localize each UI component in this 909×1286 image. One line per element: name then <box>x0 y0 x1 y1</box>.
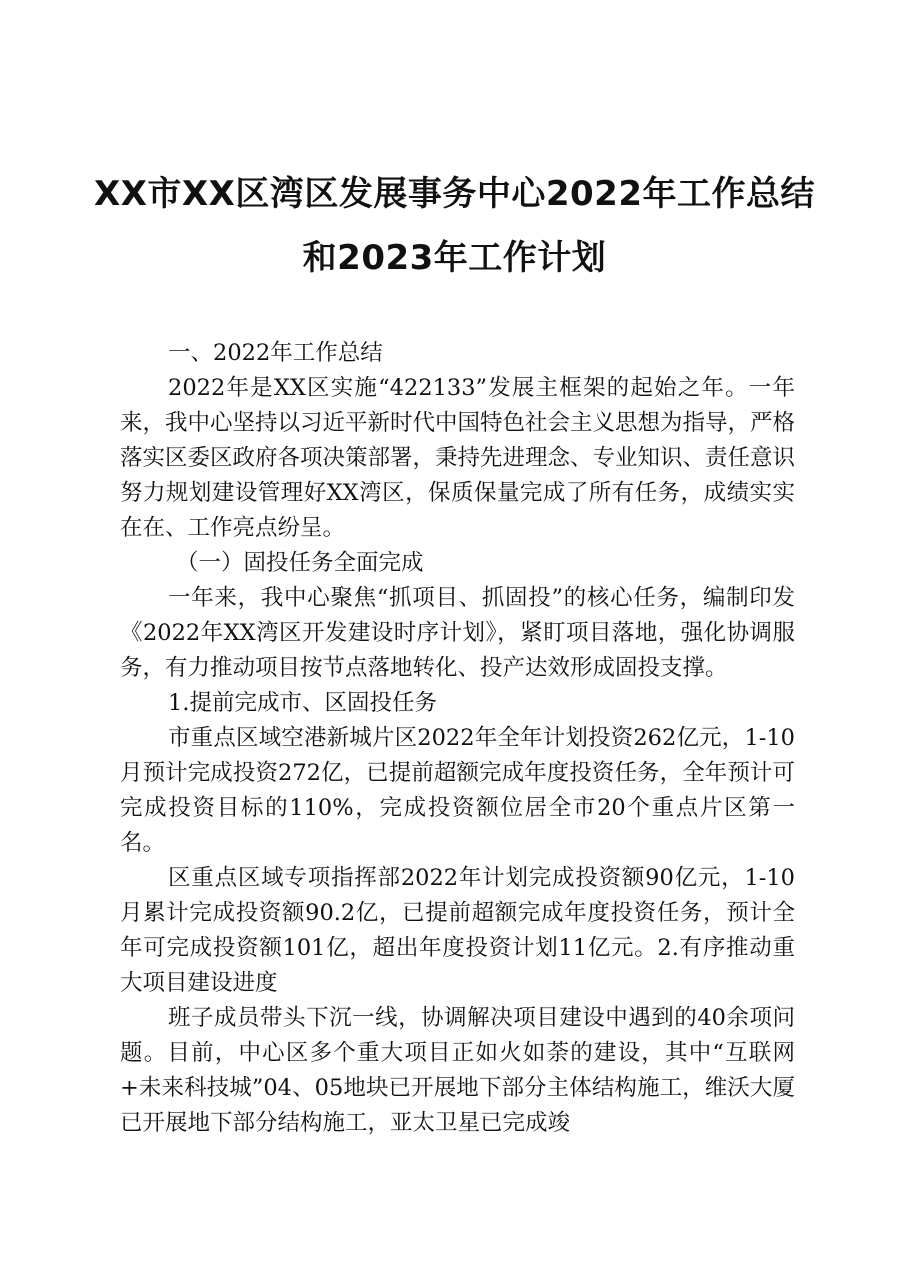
section-heading: 一、2022年工作总结 <box>168 340 383 366</box>
document-body <box>120 336 795 1141</box>
paragraph: 市重点区域空港新城片区2022年全年计划投资262亿元，1-10月预计完成投资272亿，已提前超额完成年度投资任务，全年预计可完成投资目标的110%，完成投资额位居全市20个重点片区第一名。 <box>120 725 795 856</box>
paragraph: 2022年是XX区实施“422133”发展主框架的起始之年。一年来，我中心坚持以习近平新时代中国特色社会主义思想为指导，严格落实区委区政府各项决策部署，秉持先进理念、专业知识、责任意识努力规划建设管理好XX湾区，保质保量完成了所有任务，成绩实实在在、工作亮点纷呈。 <box>120 375 796 541</box>
paragraph: 班子成员带头下沉一线，协调解决项目建设中遇到的40余项问题。目前，中心区多个重大项目正如火如荼的建设，其中“互联网+未来科技城”04、05地块已开展地下部分主体结构施工，维沃大厦已开展地下部分结构施工，亚太卫星已完成竣 <box>120 1005 795 1136</box>
document-title-line1: XX市XX区湾区发展事务中心2022年工作总结 <box>94 174 815 214</box>
paragraph: 一年来，我中心聚焦“抓项目、抓固投”的核心任务，编制印发《2022年XX湾区开发建设时序计划》，紧盯项目落地，强化协调服务，有力推动项目按节点落地转化、投产达效形成固投支撑。 <box>120 585 795 681</box>
item-heading: 1.提前完成市、区固投任务 <box>168 690 437 716</box>
subsection-heading: （一）固投任务全面完成 <box>176 550 424 576</box>
document-title-line2: 和2023年工作计划 <box>302 238 607 278</box>
paragraph: 区重点区域专项指挥部2022年计划完成投资额90亿元，1-10月累计完成投资额90.2亿，已提前超额完成年度投资任务，预计全年可完成投资额101亿，超出年度投资计划11亿元。2.有序推动重大项目建设进度 <box>120 865 795 996</box>
